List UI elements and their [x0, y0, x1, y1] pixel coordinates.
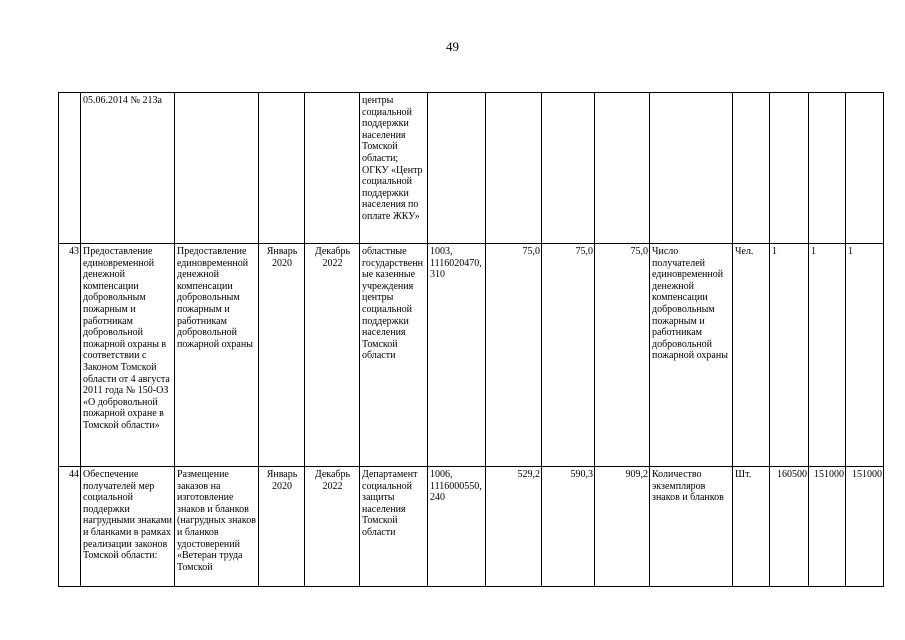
amount-2020-cell: 529,2: [486, 467, 542, 587]
indicator-2020-cell: [770, 93, 809, 244]
event-cell: [175, 93, 259, 244]
amount-2022-cell: 75,0: [595, 244, 650, 467]
amount-2020-cell: [486, 93, 542, 244]
indicator-cell: [650, 93, 733, 244]
budget-code-cell: 1003, 1116020470, 310: [428, 244, 486, 467]
unit-cell: Чел.: [733, 244, 770, 467]
executor-cell: Департамент социальной защиты населения Томской области: [360, 467, 428, 587]
amount-2022-cell: 909,2: [595, 467, 650, 587]
indicator-2020-cell: 160500: [770, 467, 809, 587]
amount-2021-cell: [542, 93, 595, 244]
amount-2021-cell: 75,0: [542, 244, 595, 467]
row-number-cell: 44: [59, 467, 81, 587]
row-number-cell: 43: [59, 244, 81, 467]
event-cell: Предоставление единовременной денежной компенсации добровольным пожарным и работникам добровольной пожарной охраны: [175, 244, 259, 467]
indicator-cell: Число получателей единовременной денежной компенсации добровольным пожарным и работникам добровольной пожарной охраны: [650, 244, 733, 467]
measure-name-cell: Предоставление единовременной денежной компенсации добровольным пожарным и работникам добровольной пожарной охраны в соответствии с Законом Томской области от 4 августа 2011 года № 150-ОЗ «О добровольной пожарной охране в Томской области»: [81, 244, 175, 467]
start-date-cell: [259, 93, 305, 244]
budget-code-cell: 1006, 1116000550, 240: [428, 467, 486, 587]
measure-name-cell: 05.06.2014 № 213а: [81, 93, 175, 244]
indicator-2020-cell: 1: [770, 244, 809, 467]
indicator-2022-cell: [846, 93, 884, 244]
event-cell: Размещение заказов на изготовление знаков и бланков (нагрудных знаков и бланков удостоверений «Ветеран труда Томской: [175, 467, 259, 587]
indicator-cell: Количество экземпляров знаков и бланков: [650, 467, 733, 587]
indicator-2021-cell: 1: [809, 244, 846, 467]
indicator-2022-cell: 151000: [846, 467, 884, 587]
budget-code-cell: [428, 93, 486, 244]
measures-table: [58, 92, 884, 587]
page-number: 49: [446, 39, 459, 54]
table-row: [59, 467, 884, 587]
row-number-cell: [59, 93, 81, 244]
amount-2020-cell: 75,0: [486, 244, 542, 467]
table-row: [59, 93, 884, 244]
start-date-cell: Январь 2020: [259, 244, 305, 467]
unit-cell: [733, 93, 770, 244]
indicator-2021-cell: 151000: [809, 467, 846, 587]
amount-2022-cell: [595, 93, 650, 244]
table-row: [59, 244, 884, 467]
indicator-2021-cell: [809, 93, 846, 244]
end-date-cell: Декабрь 2022: [305, 244, 360, 467]
indicator-2022-cell: 1: [846, 244, 884, 467]
end-date-cell: [305, 93, 360, 244]
executor-cell: областные государственные казенные учреждения центры социальной поддержки населения Томской области: [360, 244, 428, 467]
start-date-cell: Январь 2020: [259, 467, 305, 587]
unit-cell: Шт.: [733, 467, 770, 587]
measure-name-cell: Обеспечение получателей мер социальной поддержки нагрудными знаками и бланками в рамках реализации законов Томской области:: [81, 467, 175, 587]
executor-cell: центры социальной поддержки населения Томской области; ОГКУ «Центр социальной поддержки населения по оплате ЖКУ»: [360, 93, 428, 244]
amount-2021-cell: 590,3: [542, 467, 595, 587]
end-date-cell: Декабрь 2022: [305, 467, 360, 587]
